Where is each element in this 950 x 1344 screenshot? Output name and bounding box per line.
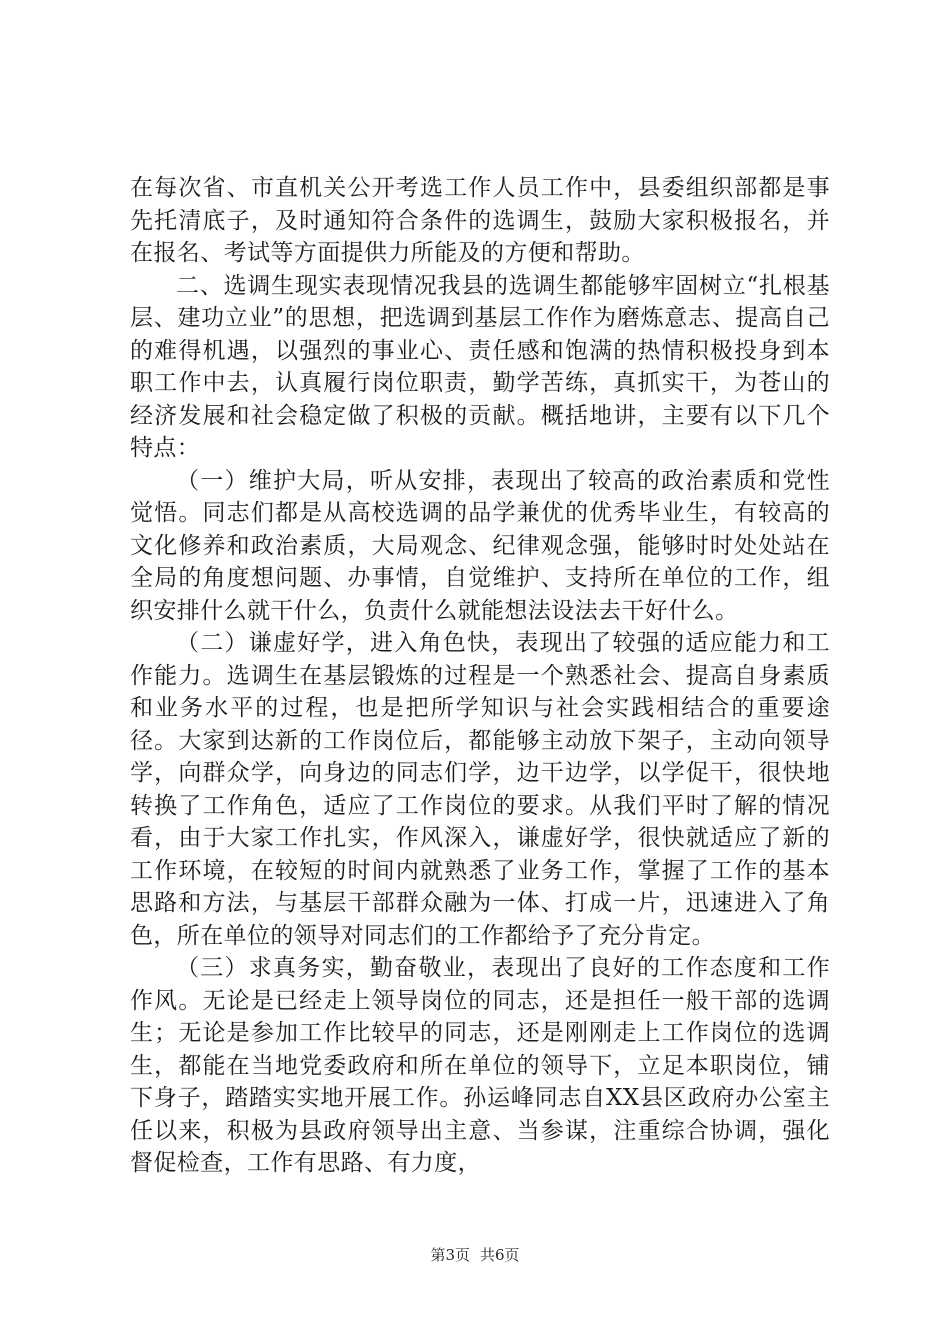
paragraph-section-two: 二、选调生现实表现情况我县的选调生都能够牢固树立“扎根基层、建功立业”的思想，把选调到基层工作作为磨炼意志、提高自己的难得机遇，以强烈的事业心、责任感和饱满的热情积极投身到本职工作中去，认真履行岗位职责，勤学苦练，真抓实干，为苍山的经济发展和社会稳定做了积极的贡献。概括地讲，主要有以下几个特点：: [130, 272, 830, 461]
document-body: [130, 172, 830, 1180]
paragraph-point-two: （二）谦虚好学，进入角色快，表现出了较强的适应能力和工作能力。选调生在基层锻炼的过程是一个熟悉社会、提高自身素质和业务水平的过程，也是把所学知识与社会实践相结合的重要途径。大家到达新的工作岗位后，都能够主动放下架子，主动向领导学，向群众学，向身边的同志们学，边干边学，以学促干，很快地转换了工作角色，适应了工作岗位的要求。从我们平时了解的情况看，由于大家工作扎实，作风深入，谦虚好学，很快就适应了新的工作环境，在较短的时间内就熟悉了业务工作，掌握了工作的基本思路和方法，与基层干部群众融为一体、打成一片，迅速进入了角色，所在单位的领导对同志们的工作都给予了充分肯定。: [130, 630, 830, 949]
page-total: 共6页: [480, 1246, 520, 1264]
page-footer: [0, 1244, 950, 1265]
paragraph-point-three: （三）求真务实，勤奋敬业，表现出了良好的工作态度和工作作风。无论是已经走上领导岗位的同志，还是担任一般干部的选调生；无论是参加工作比较早的同志，还是刚刚走上工作岗位的选调生，都能在当地党委政府和所在单位的领导下，立足本职岗位，铺下身子，踏踏实实地开展工作。孙运峰同志自XX县区政府办公室主任以来，积极为县政府领导出主意、当参谋，注重综合协调，强化督促检查，工作有思路、有力度，: [130, 955, 830, 1176]
page-number: 第3页: [430, 1246, 470, 1264]
paragraph-intro: 在每次省、市直机关公开考选工作人员工作中，县委组织部都是事先托清底子，及时通知符合条件的选调生，鼓励大家积极报名，并在报名、考试等方面提供力所能及的方便和帮助。: [130, 175, 830, 266]
paragraph-point-one: （一）维护大局，听从安排，表现出了较高的政治素质和党性觉悟。同志们都是从高校选调的品学兼优的优秀毕业生，有较高的文化修养和政治素质，大局观念、纪律观念强，能够时时处处站在全局的角度想问题、办事情，自觉维护、支持所在单位的工作，组织安排什么就干什么，负责什么就能想法设法去干好什么。: [130, 467, 830, 624]
